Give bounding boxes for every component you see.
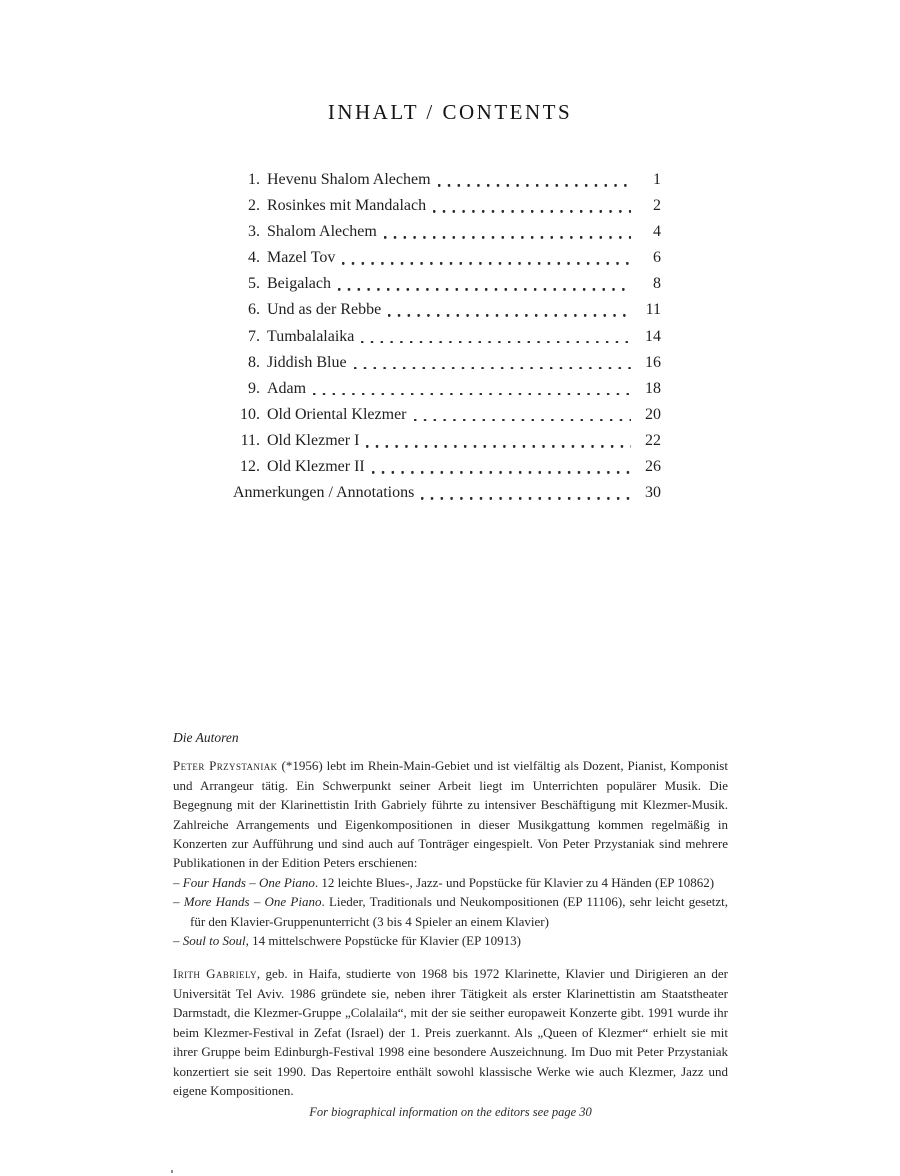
publication-title: Four Hands – One Piano [182, 874, 315, 890]
toc-entry-page: 20 [645, 405, 661, 423]
toc-entry-title: Old Oriental Klezmer [267, 405, 407, 423]
toc-dot-leader [361, 341, 631, 344]
bio-paragraph [173, 964, 728, 1100]
publication-description: , 14 mittelschwere Popstücke für Klavier (EP 10913) [245, 933, 521, 949]
toc-entry [233, 219, 661, 245]
toc-entry-number: 1. [248, 171, 260, 188]
toc-dot-leader [354, 367, 631, 370]
toc-entry-title: Old Klezmer I [267, 431, 360, 449]
toc-entry-page: 11 [645, 301, 661, 319]
toc-entry-number: 9. [248, 379, 260, 397]
editors-footnote: For biographical information on the editors see page 30 [309, 1105, 592, 1120]
toc-entry [233, 480, 661, 506]
toc-entry-page: 16 [645, 353, 661, 371]
toc-entry-page: 1 [653, 171, 661, 188]
toc-entry-number: 4. [248, 249, 260, 267]
toc-entry-number: 2. [248, 197, 260, 215]
toc-entry-title: Jiddish Blue [267, 353, 347, 371]
toc-entry-number: 10. [240, 405, 260, 423]
toc-entry [233, 245, 661, 271]
toc-dot-leader [342, 262, 631, 265]
toc-entry [233, 454, 661, 480]
publication-item [173, 873, 728, 892]
publication-title: More Hands – One Piano [183, 894, 322, 910]
toc-entry-number: 8. [248, 353, 260, 371]
publication-list [173, 873, 728, 951]
toc-entry-page: 6 [653, 249, 661, 267]
bio-body-text: , geb. in Haifa, studierte von 1968 bis 1972 Klarinette, Klavier und Dirigieren an der Universität Tel Aviv. 1986 gründete sie, neben ihrer Tätigkeit als erster Klarinettistin am Staatstheater Darmstadt, die Klezmer-Gruppe „Colalaila“, mit der sie seither europaweit Konzerte gibt. 1991 wurde ihr beim Klezmer-Festival in Zefat (Israel) der 1. Preis zuerkannt. Als „Queen of Klezmer“ erhielt sie mit ihrer Gruppe beim Edinburgh-Festival 1998 eine besondere Auszeichnung. Im Duo mit Peter Przystaniak konzertiert sie seit 1990. Das Repertoire enthält sowohl klassische Werke wie auch Klezmer, Jazz und eigene Kompositionen. [173, 966, 728, 1098]
publication-item [173, 892, 728, 931]
list-dash: – [173, 874, 183, 890]
toc-entry-page: 14 [645, 327, 661, 345]
toc-entry-page: 22 [645, 431, 661, 449]
toc-dot-leader [414, 419, 632, 422]
author-bio [173, 964, 728, 1100]
toc-entry-title: Tumbalalaika [267, 327, 355, 345]
toc-entry-title: Beigalach [267, 275, 331, 293]
toc-entry [233, 324, 661, 350]
author-bios [173, 756, 728, 1100]
toc-entry-title: Und as der Rebbe [267, 301, 382, 319]
toc-entry-title: Anmerkungen / Annotations [233, 484, 415, 502]
toc-dot-leader [372, 471, 631, 474]
toc-entry-page: 2 [653, 197, 661, 215]
toc-entry-number: 7. [248, 327, 260, 345]
toc-entry [233, 167, 661, 193]
toc-entry-title: Rosinkes mit Mandalach [267, 197, 427, 215]
list-dash: – [173, 894, 184, 910]
publication-title: Soul to Soul [182, 933, 246, 949]
toc-entry [233, 193, 661, 219]
toc-dot-leader [388, 314, 631, 317]
toc-dot-leader [421, 497, 631, 500]
bio-body-text: (*1956) lebt im Rhein-Main-Gebiet und ist vielfältig als Dozent, Pianist, Komponist und Arrangeur tätig. Ein Schwerpunkt seiner Arbeit liegt im Unterrichten populärer Musik. Die Begegnung mit der Klarinettistin Irith Gabriely führte zu intensiver Beschäftigung mit Klezmer-Musik. Zahlreiche Arrangements und Eigenkompositionen in dieser Musikgattung kommen regelmäßig in Konzerten zur Aufführung und sind auch auf Tonträger eingespielt. Von Peter Przystaniak sind mehrere Publikationen in der Edition Peters erschienen: [173, 758, 728, 871]
list-dash: – [173, 933, 183, 949]
toc-entry-title: Shalom Alechem [267, 223, 377, 241]
publication-description: . Lieder, Traditionals und Neukompositionen (EP 11106), sehr leicht gesetzt, für den Klavier-Gruppenunterricht (3 bis 4 Spieler an einem Klavier) [190, 894, 729, 929]
toc-entry [233, 376, 661, 402]
toc-entry-page: 18 [645, 379, 661, 397]
toc-entry [233, 350, 661, 376]
toc-entry [233, 271, 661, 297]
toc-dot-leader [384, 236, 631, 239]
toc-entry [233, 428, 661, 454]
toc-dot-leader [438, 184, 631, 187]
toc-entry-number: 12. [240, 458, 260, 476]
toc-entry-page: 4 [653, 223, 661, 241]
toc-entry-title: Mazel Tov [267, 249, 336, 267]
table-of-contents [233, 167, 661, 506]
toc-entry-page: 30 [645, 484, 661, 502]
toc-entry-page: 26 [645, 458, 661, 476]
toc-entry [233, 297, 661, 323]
toc-entry-number: 5. [248, 275, 260, 293]
toc-entry-number: 6. [248, 301, 260, 319]
author-name: Peter Przystaniak [173, 758, 278, 774]
toc-dot-leader [433, 210, 631, 213]
authors-heading: Die Autoren [173, 730, 239, 745]
toc-entry-number: 11. [240, 431, 260, 449]
publication-item [173, 931, 728, 950]
toc-dot-leader [313, 393, 631, 396]
author-name: Irith Gabriely [173, 966, 257, 982]
toc-entry-page: 8 [653, 275, 661, 293]
toc-entry [233, 402, 661, 428]
bio-paragraph [173, 756, 728, 872]
toc-entry-title: Hevenu Shalom Alechem [267, 171, 431, 188]
toc-entry-title: Adam [267, 379, 307, 397]
toc-entry-number: 3. [248, 223, 260, 241]
toc-dot-leader [366, 445, 631, 448]
authors-section [173, 728, 728, 1123]
toc-entry-title: Old Klezmer II [267, 458, 365, 476]
toc-dot-leader [338, 288, 631, 291]
page-title: INHALT / CONTENTS [327, 100, 573, 124]
author-bio [173, 756, 728, 950]
scan-artifact-dot [171, 1170, 173, 1173]
publication-description: . 12 leichte Blues-, Jazz- und Popstücke für Klavier zu 4 Händen (EP 10862) [314, 874, 715, 890]
